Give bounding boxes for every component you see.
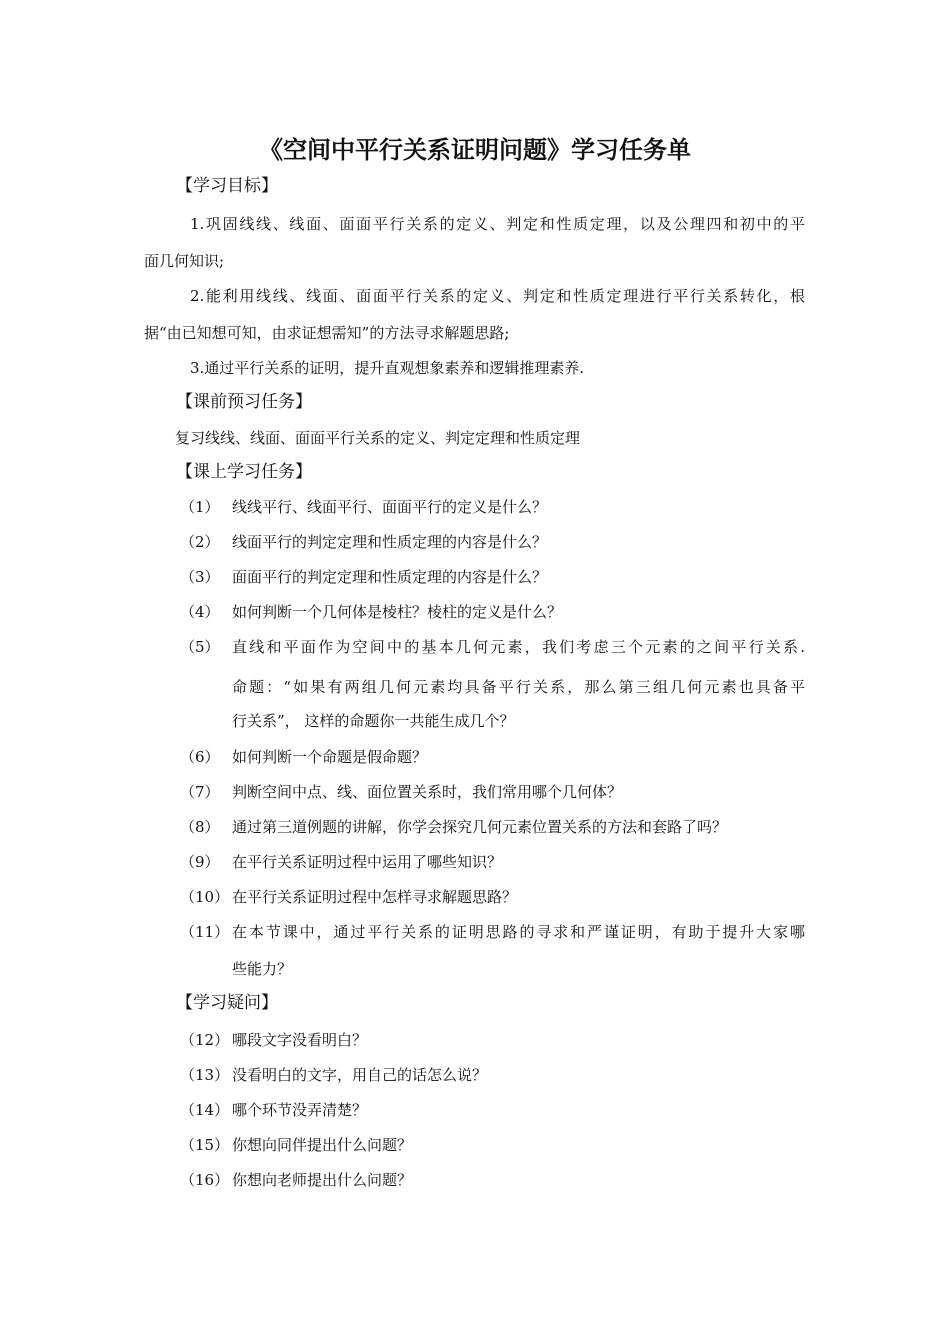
objective-3: 3.通过平行关系的证明，提升直观想象素养和逻辑推理素养. bbox=[190, 359, 585, 377]
class-tasks-heading: 【课上学习任务】 bbox=[176, 462, 312, 482]
task-text-line: 在平行关系证明过程中运用了哪些知识？ bbox=[232, 853, 503, 871]
task-text-line: 线线平行、线面平行、面面平行的定义是什么？ bbox=[232, 498, 548, 516]
task-number: （8） bbox=[180, 818, 220, 836]
question-number: （13） bbox=[180, 1066, 230, 1084]
objectives-heading: 【学习目标】 bbox=[176, 176, 278, 196]
task-text-line: 通过第三道例题的讲解，你学会探究几何元素位置关系的方法和套路了吗？ bbox=[232, 818, 728, 836]
task-number: （5） bbox=[180, 638, 220, 656]
task-number: （7） bbox=[180, 783, 220, 801]
task-number: （9） bbox=[180, 853, 220, 871]
question-text: 你想向老师提出什么问题？ bbox=[232, 1171, 413, 1189]
question-text: 哪个环节没弄清楚？ bbox=[232, 1101, 368, 1119]
task-number: （10） bbox=[180, 888, 230, 906]
task-number: （6） bbox=[180, 748, 220, 766]
task-number: （11） bbox=[180, 923, 230, 941]
preview-heading: 【课前预习任务】 bbox=[176, 392, 312, 412]
task-text-line: 判断空间中点、线、面位置关系时，我们常用哪个几何体？ bbox=[232, 783, 623, 801]
question-number: （12） bbox=[180, 1031, 230, 1049]
question-number: （14） bbox=[180, 1101, 230, 1119]
task-text-line: 行关系”， 这样的命题你一共能生成几个？ bbox=[232, 712, 515, 730]
task-text-line: 如何判断一个命题是假命题？ bbox=[232, 748, 428, 766]
task-text-line: 面面平行的判定定理和性质定理的内容是什么？ bbox=[232, 568, 548, 586]
task-text-line: 如何判断一个几何体是棱柱？棱柱的定义是什么？ bbox=[232, 603, 563, 621]
question-text: 你想向同伴提出什么问题？ bbox=[232, 1136, 413, 1154]
task-text-line: 些能力？ bbox=[232, 960, 293, 978]
task-number: （2） bbox=[180, 533, 220, 551]
question-text: 没看明白的文字，用自己的话怎么说？ bbox=[232, 1066, 488, 1084]
objective-1-line-1: 1.巩固线线、线面、面面平行关系的定义、判定和性质定理，以及公理四和初中的平 bbox=[190, 215, 805, 233]
task-number: （4） bbox=[180, 603, 220, 621]
objective-1-line-2: 面几何知识; bbox=[144, 252, 225, 270]
question-number: （15） bbox=[180, 1136, 230, 1154]
task-text-line: 在平行关系证明过程中怎样寻求解题思路？ bbox=[232, 888, 518, 906]
question-text: 哪段文字没看明白？ bbox=[232, 1031, 368, 1049]
task-text-line: 在本节课中，通过平行关系的证明思路的寻求和严谨证明，有助于提升大家哪 bbox=[232, 923, 805, 941]
task-number: （3） bbox=[180, 568, 220, 586]
objective-2-line-2: 据“由已知想可知，由求证想需知”的方法寻求解题思路; bbox=[144, 324, 510, 342]
task-number: （1） bbox=[180, 498, 220, 516]
question-number: （16） bbox=[180, 1171, 230, 1189]
objective-2-line-1: 2.能利用线线、线面、面面平行关系的定义、判定和性质定理进行平行关系转化，根 bbox=[190, 287, 805, 305]
task-text-line: 命题：“如果有两组几何元素均具备平行关系，那么第三组几何元素也具备平 bbox=[232, 678, 805, 696]
document-title: 《空间中平行关系证明问题》学习任务单 bbox=[259, 136, 691, 164]
task-text-line: 直线和平面作为空间中的基本几何元素，我们考虑三个元素的之间平行关系. bbox=[232, 638, 805, 656]
questions-heading: 【学习疑问】 bbox=[176, 993, 278, 1013]
task-text-line: 线面平行的判定定理和性质定理的内容是什么？ bbox=[232, 533, 548, 551]
preview-text: 复习线线、线面、面面平行关系的定义、判定定理和性质定理 bbox=[175, 429, 581, 447]
